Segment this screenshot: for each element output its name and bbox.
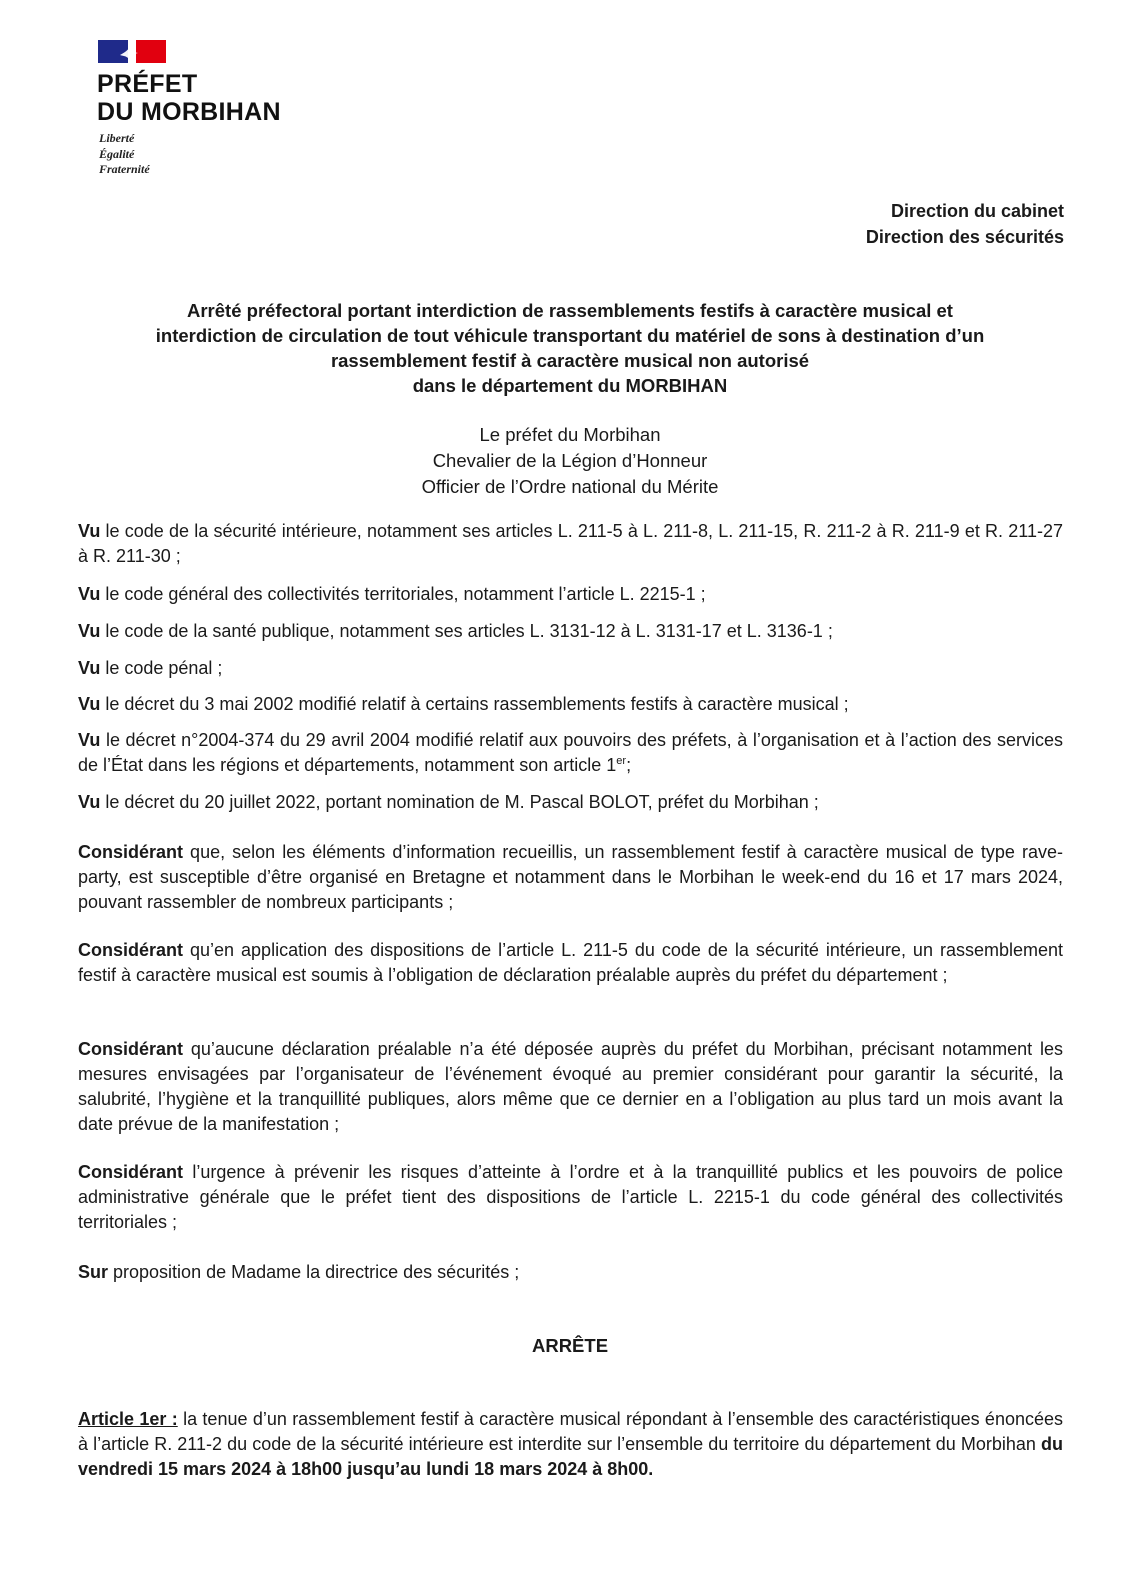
considerant-lead: Considérant [78, 1039, 184, 1059]
visa-paragraph [78, 619, 1063, 644]
prefet-title-line2: DU MORBIHAN [97, 98, 281, 126]
prefet-title-line1: PRÉFET [97, 70, 198, 98]
visa-text: le décret du 20 juillet 2022, portant nomination de M. Pascal BOLOT, préfet du Morbihan ; [100, 792, 819, 812]
considerant-text: qu’en application des dispositions de l’article L. 211-5 du code de la sécurité intérieure, un rassemblement festif à caractère musical est soumis à l’obligation de déclaration préalable auprès du préfet du département ; [78, 940, 1063, 985]
direction-cabinet: Direction du cabinet [890, 201, 1064, 221]
order-title-line: rassemblement festif à caractère musical non autorisé [330, 350, 810, 371]
considerant-paragraph [78, 938, 1063, 988]
issuing-directions [866, 198, 1064, 250]
prefect-line: Le préfet du Morbihan [479, 424, 661, 445]
prefet-title [97, 70, 281, 126]
motto-fraternite: Fraternité [99, 162, 150, 176]
article-1-label: Article 1er : [78, 1409, 178, 1429]
article-1-text: la tenue d’un rassemblement festif à caractère musical répondant à l’ensemble des caractéristiques énoncées à l’article R. 211-2 du code de la sécurité intérieure est interdite sur l’ensemble du territoire du département du Morbihan [78, 1409, 1063, 1454]
considerant-lead: Considérant [78, 940, 184, 960]
visa-lead: Vu [78, 658, 101, 678]
visa-sup: er [616, 755, 627, 767]
motto-egalite: Égalité [99, 146, 135, 161]
visa-paragraph [78, 692, 1063, 717]
visa-paragraph [78, 728, 1063, 778]
considerant-lead: Considérant [78, 1162, 184, 1182]
article-1-period: du vendredi 15 mars 2024 à 18h00 jusqu’au lundi 18 mars 2024 à 8h00. [78, 1434, 1063, 1479]
considerant-text: l’urgence à prévenir les risques d’atteinte à l’ordre et à la tranquillité publics et les pouvoirs de police administrative générale que le préfet tient des dispositions de l’article L. 2215-1 du code général des collectivités territoriales ; [78, 1162, 1063, 1232]
prefect-line: Officier de l’Ordre national du Mérite [421, 476, 719, 497]
considerant-lead: Considérant [78, 842, 184, 862]
republic-motto [99, 131, 150, 178]
visa-paragraph [78, 519, 1063, 569]
article-1-paragraph [78, 1407, 1063, 1482]
visa-text: le code général des collectivités territoriales, notamment l’article L. 2215-1 ; [100, 584, 706, 604]
visa-lead: Vu [78, 584, 101, 604]
direction-securites: Direction des sécurités [865, 227, 1064, 247]
proposition-paragraph [78, 1260, 1063, 1285]
order-title-line: interdiction de circulation de tout véhicule transportant du matériel de sons à destination d’un [155, 325, 985, 346]
visa-text: le décret du 3 mai 2002 modifié relatif à certains rassemblements festifs à caractère musical ; [100, 694, 849, 714]
visa-text: le code de la santé publique, notamment ses articles L. 3131-12 à L. 3131-17 et L. 3136-1 ; [100, 621, 833, 641]
marianne-logo [98, 40, 166, 63]
visa-lead: Vu [78, 730, 101, 750]
visa-paragraph [78, 656, 1063, 681]
visa-text: le code pénal ; [100, 658, 223, 678]
considerant-text: qu’aucune déclaration préalable n’a été déposée auprès du préfet du Morbihan, précisant notamment les mesures envisagées par l’organisateur de l’événement évoqué au premier considérant pour garantir la sécurité, la salubrité, l’hygiène et la tranquillité publiques, alors même que ce dernier en a l’obligation au plus tard un mois avant la date prévue de la manifestation ; [78, 1039, 1063, 1134]
considerant-paragraph [78, 1160, 1063, 1235]
order-title [70, 298, 1070, 398]
visa-text: le décret n°2004-374 du 29 avril 2004 modifié relatif aux pouvoirs des préfets, à l’organisation et à l’action des services de l’État dans les régions et départements, notamment son article 1 [78, 730, 1063, 775]
flag-red-band [136, 40, 166, 63]
order-title-line: Arrêté préfectoral portant interdiction de rassemblements festifs à caractère musical et [187, 300, 953, 321]
visa-lead: Vu [78, 621, 101, 641]
order-title-line: dans le département du MORBIHAN [412, 375, 728, 396]
prefect-designation [70, 422, 1070, 500]
considerant-paragraph [78, 840, 1063, 915]
visa-lead: Vu [78, 792, 101, 812]
visa-lead: Vu [78, 521, 101, 541]
arrete-heading: ARRÊTE [531, 1335, 609, 1356]
visa-tail: ; [626, 755, 632, 775]
considerant-text: que, selon les éléments d’information recueillis, un rassemblement festif à caractère musical de type rave-party, est susceptible d’être organisé en Bretagne et notamment dans le Morbihan le week-end du 16 et 17 mars 2024, pouvant rassembler de nombreux participants ; [78, 842, 1063, 912]
marianne-profile-icon [118, 44, 140, 59]
motto-liberte: Liberté [99, 131, 135, 145]
visa-paragraph [78, 790, 1063, 815]
visa-paragraph [78, 582, 1063, 607]
visa-lead: Vu [78, 694, 101, 714]
visa-text: le code de la sécurité intérieure, notamment ses articles L. 211-5 à L. 211-8, L. 211-15, R. 211-2 à R. 211-9 et R. 211-27 à R. 211-30 ; [78, 521, 1063, 566]
considerant-paragraph [78, 1037, 1063, 1137]
prefect-line: Chevalier de la Légion d’Honneur [432, 450, 708, 471]
proposition-lead: Sur [78, 1262, 109, 1282]
proposition-text: proposition de Madame la directrice des sécurités ; [108, 1262, 520, 1282]
